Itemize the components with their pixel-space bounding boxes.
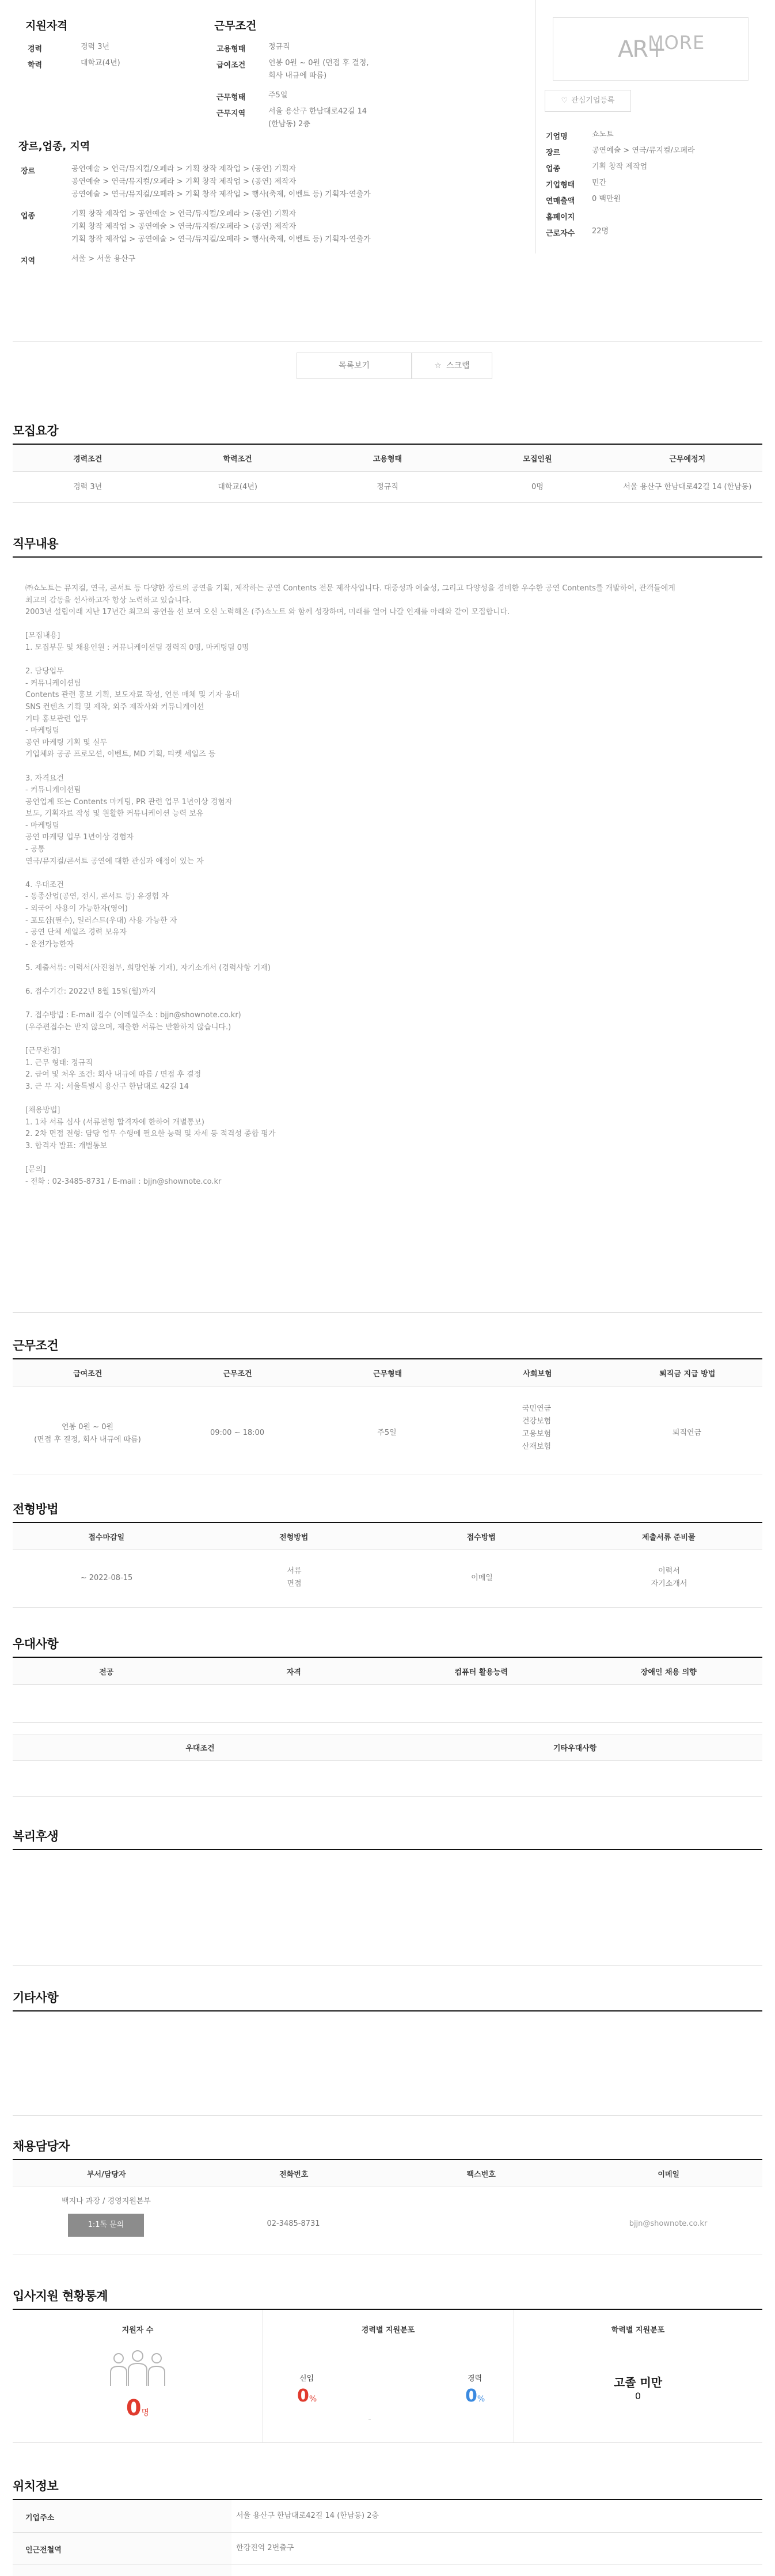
company-info-label: 기업명 [546,132,568,141]
pref-header-2: 기타우대사항 [553,1744,597,1753]
company-logo [553,17,749,81]
scrap-label: 스크랩 [446,361,470,370]
newbie-value: 0 [297,2386,309,2406]
divider [13,341,762,342]
divider [13,502,762,503]
pref-header: 전공 [99,1668,114,1677]
exp-value: 0 [465,2386,477,2406]
pref-header-2: 우대조건 [185,1744,215,1753]
salary-label: 급여조건 [216,61,246,70]
genre-section-title: 장르,업종, 지역 [18,141,90,153]
recruit-cell: 경력 3년 [73,483,102,491]
pref-header: 자격 [286,1668,301,1677]
divider [13,2564,762,2565]
workdays-label: 근무형태 [216,93,246,102]
recruit-header: 경력조건 [73,455,102,464]
rule [13,2010,762,2011]
interest-label: 관심기업등록 [571,96,615,105]
inquiry-button[interactable]: 1:1톡 문의 [68,2214,144,2237]
work-header: 퇴직금 지급 방법 [659,1370,716,1378]
recruit-header: 근무예정지 [669,455,706,464]
station-label: 인근전철역 [25,2546,62,2555]
applicant-count [13,2395,263,2420]
qualification-title: 지원자격 [25,20,68,32]
rule [13,556,762,558]
region-label: 지역 [21,257,36,266]
divider [13,471,762,472]
recruit-header: 모집인원 [523,455,552,464]
process-doc: 자기소개서 [651,1579,687,1588]
career-label: 경력 [28,45,43,54]
employment-value: 정규직 [268,43,290,51]
company-info-label: 기업형태 [546,181,575,190]
edu-value: 0 [635,2391,641,2401]
star-icon: ☆ [434,361,442,370]
career-dist-title: 경력별 지원분포 [361,2326,415,2335]
industry-line: 기획 창작 제작업 > 공연예술 > 연극/뮤지컬/오페라 > (공연) 제작자 [71,222,297,231]
welfare-title: 복리후생 [13,1829,59,1843]
process-method: 면접 [287,1579,302,1588]
insurance-item: 건강보험 [522,1417,552,1426]
address-value: 서울 용산구 한남대로42길 14 (한남동) 2층 [236,2511,379,2520]
location-value-1: 서울 용산구 한남대로42길 14 [268,107,367,116]
manager-title: 채용담당자 [13,2139,70,2153]
genre-line: 공연예술 > 연극/뮤지컬/오페라 > 기획 창작 제작업 > (공연) 제작자 [71,177,297,186]
divider [13,1722,762,1723]
recruit-cell: 대학교(4년) [218,483,257,491]
scrap-button[interactable] [412,353,492,379]
process-apply: 이메일 [471,1574,493,1582]
insurance-item: 고용보험 [522,1430,552,1438]
location-value-2: (한남동) 2층 [268,120,310,128]
applicant-count-unit: 명 [141,2408,149,2418]
station-value: 한강진역 2번출구 [236,2544,294,2552]
workdays-value: 주5일 [268,91,288,100]
manager-phone: 02-3485-8731 [267,2219,320,2228]
address-label: 기업주소 [25,2514,55,2522]
work-header: 근무조건 [223,1370,252,1378]
company-info-label: 홈페이지 [546,213,575,222]
logo-ar-text: AR+ [618,36,666,63]
edu-label: 고졸 미만 [613,2376,663,2389]
job-title: 직무내용 [13,537,59,551]
genre-line: 공연예술 > 연극/뮤지컬/오페라 > 기획 창작 제작업 > (공연) 기획자 [71,165,297,173]
work-header: 급여조건 [73,1370,102,1378]
salary-value-1: 연봉 0원 ~ 0원 (면접 후 결정, [268,59,369,67]
pref-title: 우대사항 [13,1637,59,1651]
pref-header: 장애인 채용 의향 [640,1668,697,1677]
exp-label: 경력 [468,2374,483,2383]
interest-company-button[interactable] [545,90,631,112]
industry-line: 기획 창작 제작업 > 공연예술 > 연극/뮤지컬/오페라 > (공연) 기획자 [71,210,297,218]
manager-header: 팩스번호 [466,2170,496,2179]
insurance-item: 국민연금 [522,1404,552,1413]
work-severance: 퇴직연금 [672,1429,702,1437]
rule [13,1849,762,1850]
company-info-value: 공연예술 > 연극/뮤지컬/오페라 [592,146,695,155]
insurance-item: 산재보험 [522,1442,552,1451]
recruit-header: 학력조건 [223,455,252,464]
process-method: 서류 [287,1567,302,1575]
chart-baseline [368,2419,371,2420]
process-header: 접수마감일 [88,1533,125,1542]
company-info-label: 근로자수 [546,229,575,238]
recruit-title: 모집요강 [13,424,59,438]
industry-label: 업종 [21,212,36,221]
process-header: 전형방법 [279,1533,309,1542]
company-info-label: 연매출액 [546,197,575,206]
heart-icon: ♡ [561,96,568,105]
divider [13,2442,762,2443]
recruit-header: 고용형태 [373,455,402,464]
process-title: 전형방법 [13,1502,59,1516]
location-title: 위치정보 [13,2479,59,2493]
company-info-value: 22명 [592,227,609,236]
company-info-value: 쇼노트 [592,130,614,139]
exp-unit: % [477,2395,485,2404]
divider [13,1607,762,1608]
etc-title: 기타사항 [13,1991,59,2005]
career-value: 경력 3년 [81,43,110,51]
recruit-cell: 0명 [531,483,544,491]
manager-header: 전화번호 [279,2170,309,2179]
applicant-count-value: 0 [126,2395,142,2420]
process-deadline: ~ 2022-08-15 [80,1574,133,1582]
manager-header: 이메일 [658,2170,680,2179]
edu-dist-title: 학력별 지원분포 [611,2326,665,2335]
pref-header: 컴퓨터 활용능력 [454,1668,508,1677]
company-info-value: 0 백만원 [592,195,621,203]
divider [13,2532,762,2533]
company-info-value: 기획 창작 제작업 [592,162,648,171]
process-header: 접수방법 [466,1533,496,1542]
logo-more-text: MORE [648,32,705,54]
exp-stat [465,2386,485,2406]
process-header: 제출서류 준비물 [642,1533,696,1542]
recruit-cell: 서울 용산구 한남대로42길 14 (한남동) [623,483,752,491]
divider [13,1760,762,1761]
work-header: 사회보험 [523,1370,552,1378]
education-value: 대학교(4년) [81,59,120,67]
newbie-label: 신입 [299,2374,314,2383]
divider [13,1312,762,1313]
employment-label: 고용형태 [216,45,246,54]
newbie-unit: % [309,2395,317,2404]
manager-email[interactable]: bjjn@shownote.co.kr [629,2219,708,2228]
work-salary-1: 연봉 0원 ~ 0원 [61,1423,114,1431]
genre-line: 공연예술 > 연극/뮤지컬/오페라 > 기획 창작 제작업 > 행사(축제, 이벤트 등) 기획자·연출가 [71,190,371,199]
divider [13,2115,762,2116]
stats-title: 입사지원 현황통계 [13,2289,108,2303]
divider [13,1684,762,1685]
newbie-stat [297,2386,317,2406]
conditions-title: 근무조건 [214,20,257,32]
work-hours: 09:00 ~ 18:00 [210,1429,265,1437]
work-header: 근무형태 [373,1370,402,1378]
manager-header: 부서/담당자 [86,2170,126,2179]
divider [13,1796,762,1797]
work-title: 근무조건 [13,1339,59,1353]
industry-line: 기획 창작 제작업 > 공연예술 > 연극/뮤지컬/오페라 > 행사(축제, 이벤트 등) 기획자·연출가 [71,235,371,244]
manager-dept: 백지나 과장 / 경영지원본부 [62,2197,151,2206]
work-salary-2: (면접 후 결정, 회사 내규에 따름) [34,1435,141,1444]
company-info-value: 민간 [592,179,607,187]
location-label: 근무지역 [216,109,246,118]
region-value: 서울 > 서울 용산구 [71,255,136,263]
job-description: ㈜쇼노트는 뮤지컬, 연극, 콘서트 등 다양한 장르의 공연을 기획, 제작하는 공연 Contents 전문 제작사입니다. 대중성과 예술성, 그리고 다양성을 겸비한 우수한 공연 Contents를 개발하여, 관객들에게 최고의 감동을 선사하고자 항상 노력하고 있습니다. 2003년 설립이래 지난 17년간 최고의 공연을 선 보여 오신 노력해온 (주)쇼노트 와 함께 성장하며, 미래를 열어 나갈 인재를 아래와 같이 모집합니다. [모집내용] 1. 모집부문 및 채용인원 : 커뮤니케이션팀 경력직 0명, 마케팅팀 0명 2. 담당업무 - 커뮤니케이션팀 Contents 관련 홍보 기획, 보도자료 작성, 언론 매체 및 기자 응대 SNS 컨텐츠 기획 및 제작, 외주 제작사와 커뮤니케이션 기타 홍보관련 업무 - 마케팅팀 공연 마케팅 기획 및 실무 기업체와 공공 프로모션, 이벤트, MD 기획, 티켓 세일즈 등 3. 자격요건 - 커뮤니케이션팀 공연업계 또는 Contents 마케팅, PR 관련 업무 1년이상 경험자 보도, 기획자료 작성 및 원활한 커뮤니케이션 능력 보유 - 마케팅팀 공연 마케팅 업무 1년이상 경험자 - 공통 연극/뮤지컬/콘서트 공연에 대한 관심과 애정이 있는 자 4. 우대조건 - 동종산업(공연, 전시, 콘서트 등) 유경험 자 - 외국어 사용이 가능한자(영어) - 포토샵(필수), 일러스트(우대) 사용 가능한 자 - 공연 단체 세일즈 경력 보유자 - 운전가능한자 5. 제출서류: 이력서(사진첨부, 희망연봉 기재), 자기소개서 (경력사항 기재) 6. 접수기간: 2022년 8월 15일(월)까지 7. 접수방법 : E-mail 접수 (이메일주소 : bjjn@shownote.co.kr) (우주편접수는 받지 않으며, 제출한 서류는 반환하지 않습니다.) [근무환경] 1. 근무 형태: 정규직 2. 급여 및 처우 조건: 회사 내규에 따름 / 면접 후 결정 3. 근 무 지: 서울특별시 용산구 한남대로 42길 14 [채용방법] 1. 1차 서류 심사 (서류전형 합격자에 한하여 개별통보) 2. 2차 면접 전형: 담당 업무 수행에 필요한 능력 및 자세 등 적격성 종합 평가 3. 합격자 발표: 개별통보 [문의] - 전화 : 02-3485-8731 / E-mail : bjjn@shownote.co.kr [25,584,675,1186]
work-type: 주5일 [377,1429,397,1437]
divider [13,1386,762,1387]
salary-value-2: 회사 내규에 따름) [268,71,327,80]
company-info-label: 장르 [546,149,561,157]
recruit-cell: 정규직 [377,483,398,491]
applicant-count-title: 지원자 수 [121,2326,154,2335]
education-label: 학력 [28,61,43,70]
people-icon [106,2350,169,2387]
rule [13,2309,762,2310]
divider [13,1965,762,1966]
list-button[interactable]: 목록보기 [297,353,412,379]
process-doc: 이력서 [658,1567,680,1575]
company-info-label: 업종 [546,165,561,173]
genre-label: 장르 [21,167,36,176]
